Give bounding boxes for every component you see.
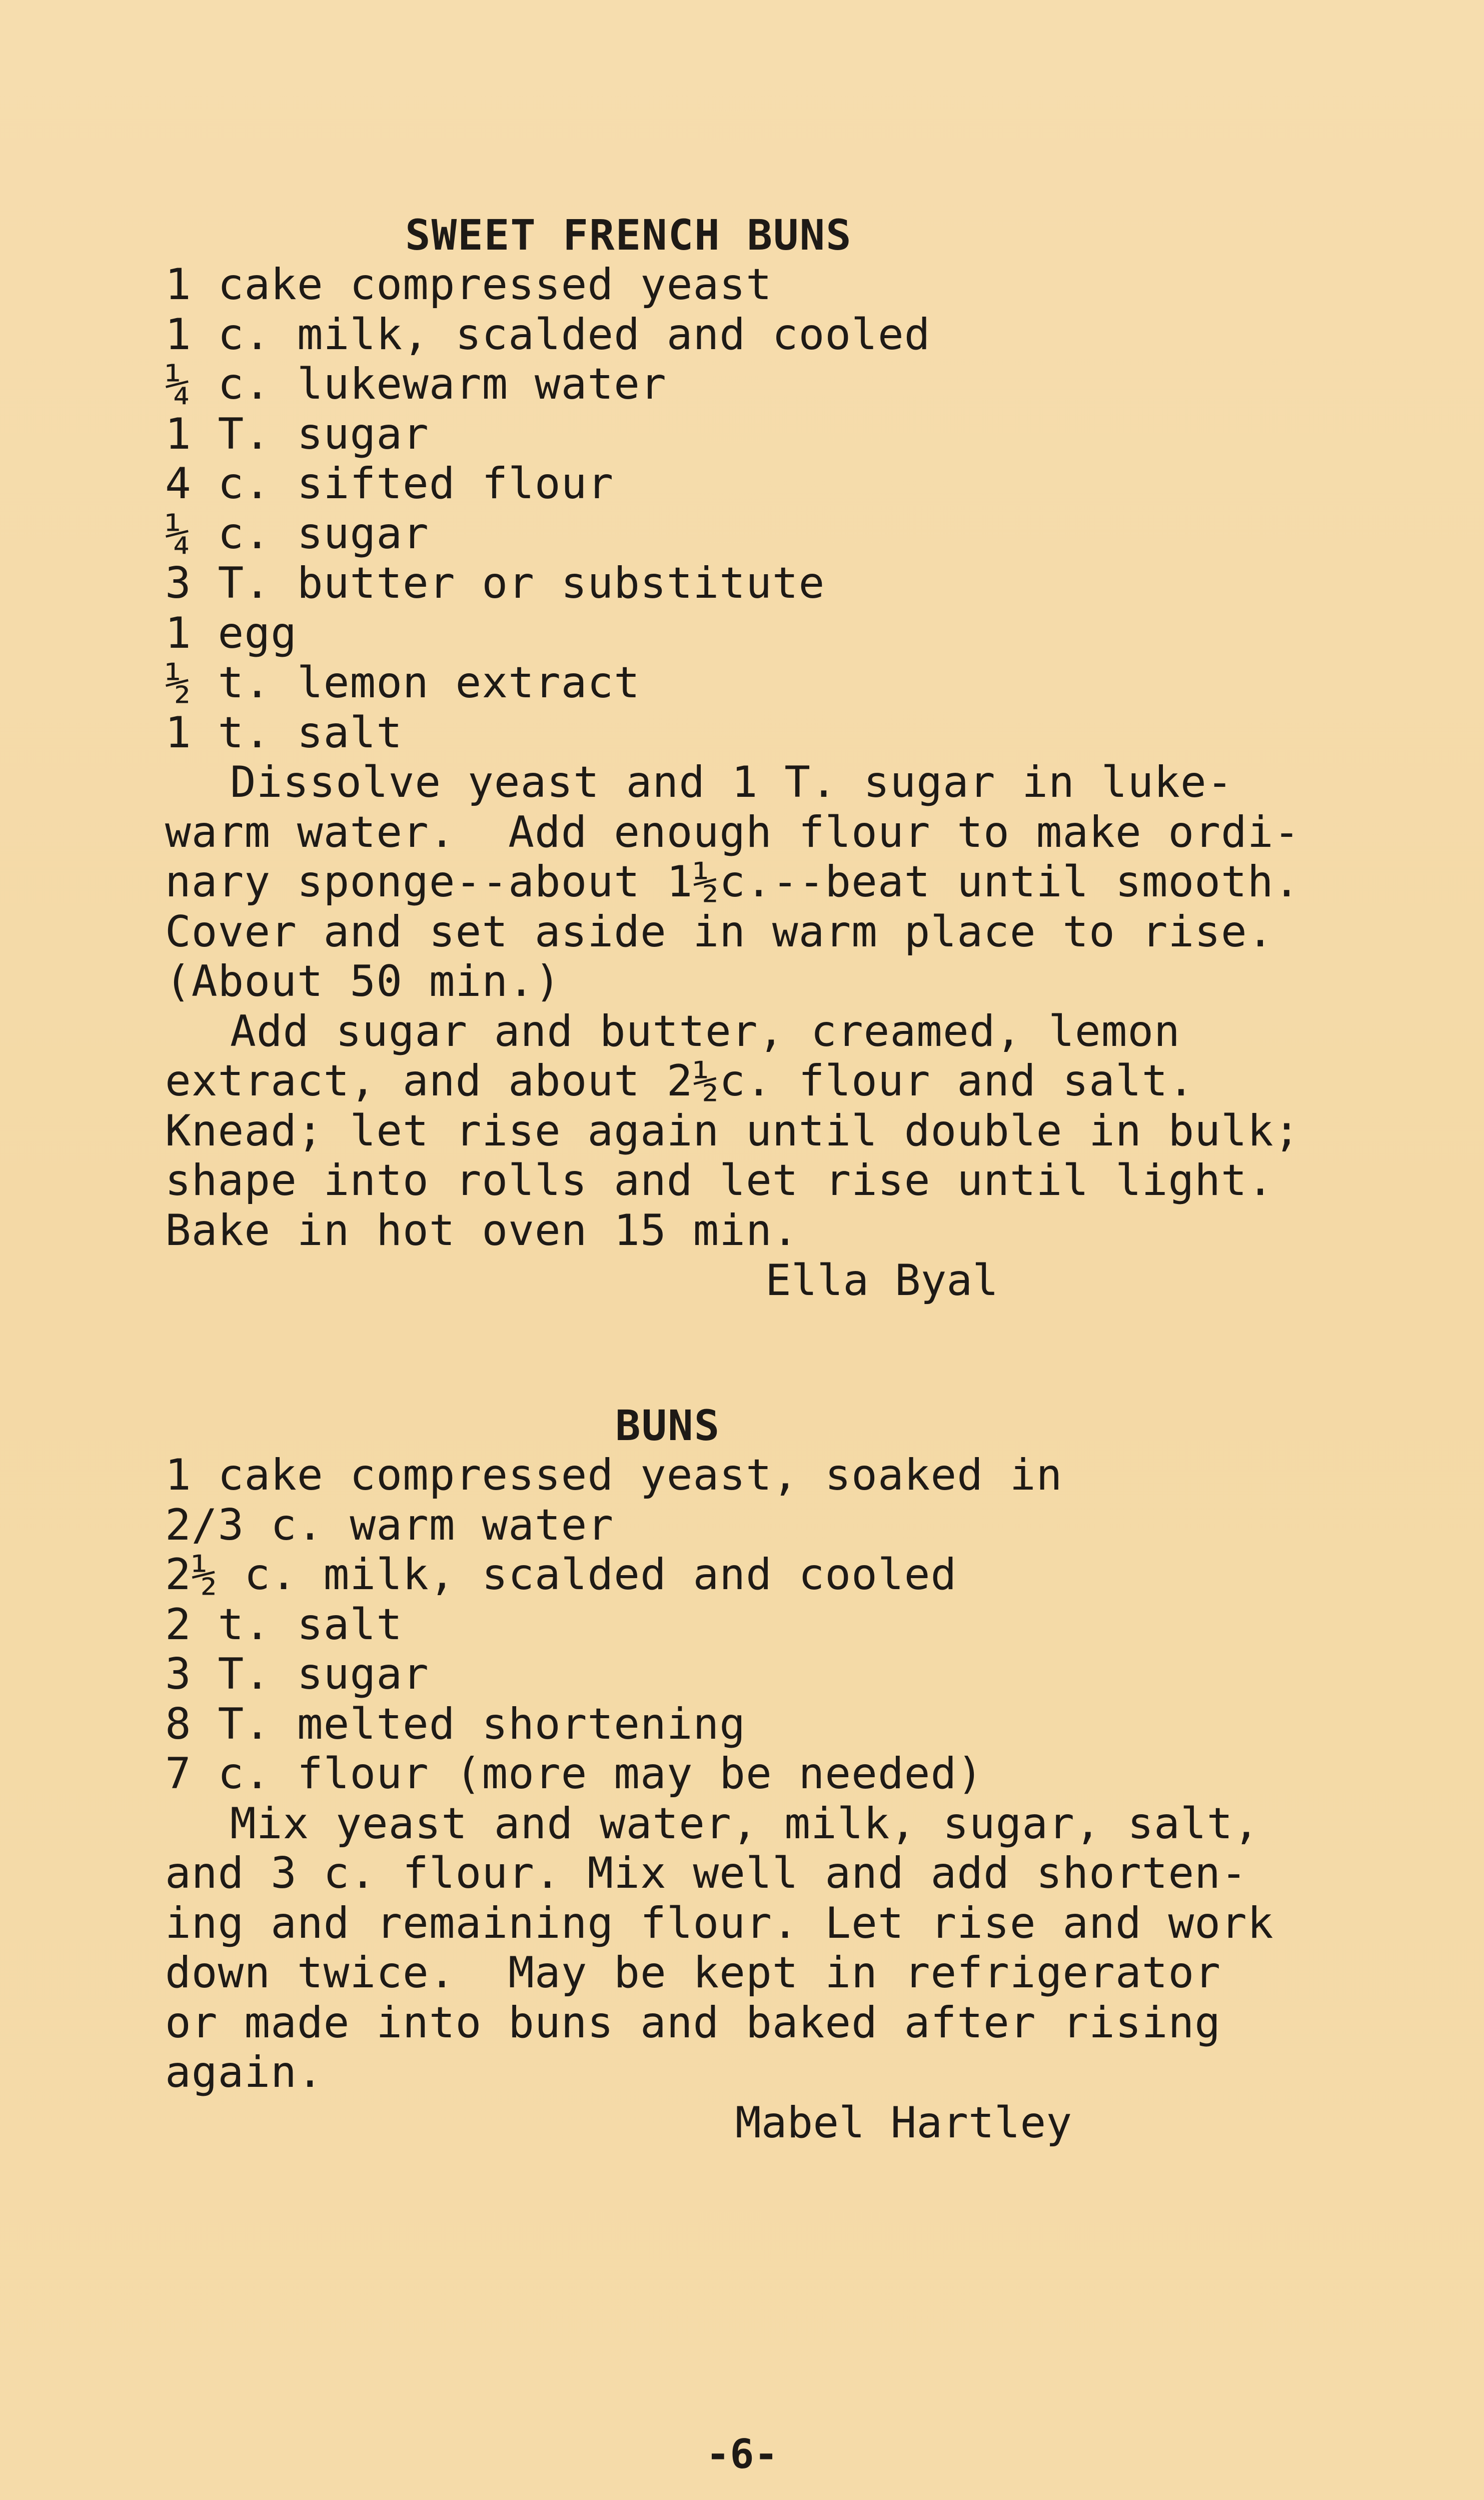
ingredient-line: 3 T. butter or substitute — [165, 558, 825, 608]
direction-line: or made into buns and baked after rising — [165, 1997, 1221, 2048]
direction-line: warm water. Add enough flour to make ordi- — [165, 807, 1300, 857]
directions — [165, 1799, 1445, 2098]
direction-line: nary sponge--about 1½c.--beat until smooth. — [165, 857, 1300, 907]
ingredient-line: 2/3 c. warm water — [165, 1500, 614, 1550]
ingredient-line: 2½ c. milk, scalded and cooled — [165, 1550, 957, 1600]
direction-line: Bake in hot oven 15 min. — [165, 1205, 799, 1256]
direction-line: Cover and set aside in warm place to rise. — [165, 906, 1274, 957]
recipe-buns — [165, 1401, 1445, 2148]
ingredient-line: ¼ c. sugar — [165, 508, 429, 559]
page-number: -6- — [706, 2431, 778, 2477]
direction-line: and 3 c. flour. Mix well and add shorten- — [165, 1848, 1247, 1898]
ingredient-line: 1 cake compressed yeast, soaked in — [165, 1450, 1063, 1500]
recipe-signature: Mabel Hartley — [735, 2097, 1072, 2148]
ingredient-line: 1 cake compressed yeast — [165, 260, 772, 310]
ingredient-line: 2 t. salt — [165, 1599, 403, 1650]
ingredient-line: ½ t. lemon extract — [165, 658, 640, 708]
ingredient-list — [165, 1451, 1445, 1799]
direction-line: ing and remaining flour. Let rise and work — [165, 1898, 1274, 1948]
direction-line: shape into rolls and let rise until light. — [165, 1155, 1274, 1205]
ingredient-line: 1 egg — [165, 608, 297, 658]
ingredient-line: 1 t. salt — [165, 707, 403, 758]
direction-line: Dissolve yeast and 1 T. sugar in luke- — [230, 757, 1233, 807]
recipe-title: BUNS — [615, 1401, 721, 1450]
recipe-title: SWEET FRENCH BUNS — [405, 211, 852, 260]
direction-line: down twice. May be kept in refrigerator — [165, 1948, 1221, 1998]
ingredient-line: 1 T. sugar — [165, 409, 429, 459]
ingredient-line: 7 c. flour (more may be needed) — [165, 1749, 984, 1799]
ingredient-line: 3 T. sugar — [165, 1649, 429, 1699]
direction-line: again. — [165, 2047, 324, 2097]
ingredient-line: ¼ c. lukewarm water — [165, 359, 667, 409]
recipe-signature: Ella Byal — [765, 1256, 998, 1306]
direction-line: Mix yeast and water, milk, sugar, salt, — [230, 1798, 1260, 1849]
ingredient-line: 8 T. melted shortening — [165, 1699, 746, 1749]
directions — [165, 758, 1445, 1256]
ingredient-line: 1 c. milk, scalded and cooled — [165, 309, 931, 360]
direction-line: Add sugar and butter, creamed, lemon — [230, 1006, 1180, 1056]
recipe-sweet-french-buns — [165, 210, 1445, 1306]
ingredient-list — [165, 260, 1445, 758]
direction-line: Knead; let rise again until double in bulk; — [165, 1105, 1300, 1156]
ingredient-line: 4 c. sifted flour — [165, 459, 614, 509]
direction-line: extract, and about 2½c. flour and salt. — [165, 1056, 1195, 1106]
direction-line: (About 50 min.) — [165, 956, 561, 1006]
